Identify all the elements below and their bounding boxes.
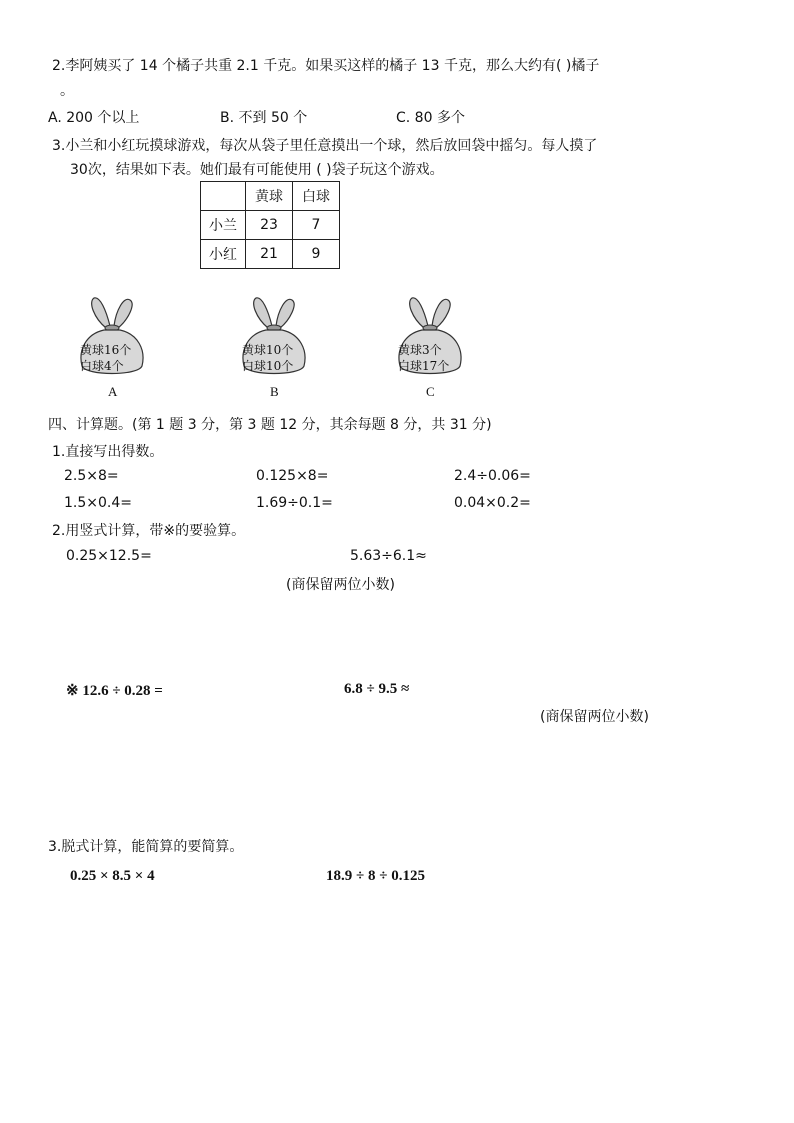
- p2-title: 2.用竖式计算，带※的要验算。: [52, 523, 246, 539]
- q3-line2: 30次，结果如下表。她们最有可能使用 ( )袋子玩这个游戏。: [70, 162, 444, 178]
- p2-item-d: 6.8 ÷ 9.5 ≈: [344, 681, 410, 697]
- p1-item-6: 0.04×0.2=: [454, 495, 531, 511]
- p1-item-4: 1.5×0.4=: [64, 495, 132, 511]
- p3-title: 3.脱式计算，能简算的要简算。: [48, 839, 244, 855]
- bag-b-label: B: [270, 384, 279, 399]
- p2-item-b-note: (商保留两位小数): [286, 577, 395, 593]
- p3-item-b: 18.9 ÷ 8 ÷ 0.125: [326, 868, 425, 884]
- table-cell-white: 7: [293, 211, 340, 240]
- table-header-yellow: 黄球: [246, 182, 293, 211]
- bag-b: [238, 296, 310, 380]
- p1-title: 1.直接写出得数。: [52, 444, 164, 460]
- ball-result-table: [200, 181, 340, 269]
- p2-item-b: 5.63÷6.1≈: [350, 548, 427, 564]
- bag-c-white: 白球17个: [398, 359, 450, 373]
- table-header-empty: [201, 182, 246, 211]
- p1-item-2: 0.125×8=: [256, 468, 329, 484]
- table-cell-white: 9: [293, 240, 340, 269]
- p2-item-c: ※ 12.6 ÷ 0.28 =: [66, 683, 163, 699]
- p3-item-a: 0.25 × 8.5 × 4: [70, 868, 155, 884]
- table-cell-yellow: 21: [246, 240, 293, 269]
- bag-a: [76, 296, 148, 380]
- table-cell-name: 小红: [201, 240, 246, 269]
- bag-b-white: 白球10个: [242, 359, 294, 373]
- bag-c-yellow: 黄球3个: [398, 343, 442, 357]
- q2-option-a: A. 200 个以上: [48, 110, 140, 126]
- table-cell-yellow: 23: [246, 211, 293, 240]
- q2-option-b: B. 不到 50 个: [220, 110, 308, 126]
- p1-item-3: 2.4÷0.06=: [454, 468, 531, 484]
- bag-a-label: A: [108, 384, 118, 399]
- bag-a-white: 白球4个: [80, 359, 124, 373]
- table-row: [201, 211, 340, 240]
- bag-c-label: C: [426, 384, 435, 399]
- bag-b-yellow: 黄球10个: [242, 343, 294, 357]
- p2-item-a: 0.25×12.5=: [66, 548, 152, 564]
- section4-heading: 四、计算题。(第 1 题 3 分，第 3 题 12 分，其余每题 8 分，共 31 分): [48, 417, 492, 433]
- bag-a-yellow: 黄球16个: [80, 343, 132, 357]
- table-cell-name: 小兰: [201, 211, 246, 240]
- p2-item-d-note: (商保留两位小数): [540, 709, 649, 725]
- q2-line1: 2.李阿姨买了 14 个橘子共重 2.1 千克。如果买这样的橘子 13 千克，那么大约有( )橘子: [52, 58, 600, 74]
- table-header-row: [201, 182, 340, 211]
- table-row: [201, 240, 340, 269]
- bag-c: [394, 296, 466, 380]
- table-header-white: 白球: [293, 182, 340, 211]
- p1-item-5: 1.69÷0.1=: [256, 495, 333, 511]
- p1-item-1: 2.5×8=: [64, 468, 119, 484]
- q2-line2: 。: [60, 83, 74, 99]
- q2-option-c: C. 80 多个: [396, 110, 465, 126]
- q3-line1: 3.小兰和小红玩摸球游戏，每次从袋子里任意摸出一个球，然后放回袋中摇匀。每人摸了: [52, 138, 598, 154]
